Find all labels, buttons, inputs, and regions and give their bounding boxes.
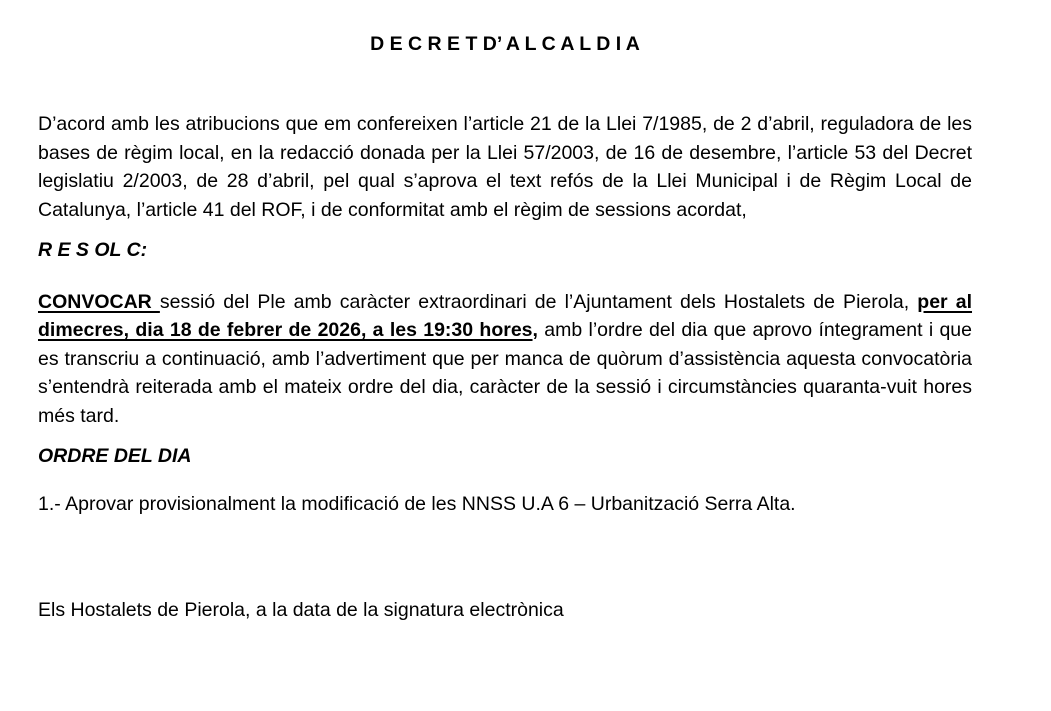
convocar-datetime-emphasis: per al dimecres, dia 18 de febrer de 2026, a les 19:30 hores <box>38 290 973 341</box>
convocar-text-2: amb l’ordre del dia que aprovo íntegrament i que es transcriu a continuació, amb l’advertiment que per manca de quòrum d’assistència aquesta convocatòria s’entendrà reiterada amb el mateix ordre del dia, caràcter de la sessió i circumstàncies quaranta-vuit hores més tard. <box>38 319 972 427</box>
agenda-item-1: 1.- Aprovar provisionalment la modificació de les NNSS U.A 6 – Urbanització Serra Alta. <box>38 492 796 515</box>
ordre-del-dia-heading: ORDRE DEL DIA <box>38 445 192 467</box>
document-title: D E C R E T D’ A L C A L D I A <box>370 33 640 55</box>
resolc-heading: R E S OL C: <box>38 239 148 261</box>
convocar-keyword: CONVOCAR <box>38 290 160 313</box>
signature-place-line: Els Hostalets de Pierola, a la data de la signatura electrònica <box>38 599 564 621</box>
intro-paragraph: D’acord amb les atribucions que em confereixen l’article 21 de la Llei 7/1985, de 2 d’abril, reguladora de les bases de règim local, en la redacció donada per la Llei 57/2003, de 16 de desembre, l’article 53 del Decret legislatiu 2/2003, de 28 d’abril, pel qual s’aprova el text refós de la Llei Municipal i de Règim Local de Catalunya, l’article 41 del ROF, i de conformitat amb el règim de sessions acordat, <box>38 113 972 221</box>
convocar-text-1: sessió del Ple amb caràcter extraordinari de l’Ajuntament dels Hostalets de Pierola, <box>159 290 918 313</box>
convocar-comma: , <box>532 319 538 341</box>
convocar-paragraph <box>38 288 972 431</box>
